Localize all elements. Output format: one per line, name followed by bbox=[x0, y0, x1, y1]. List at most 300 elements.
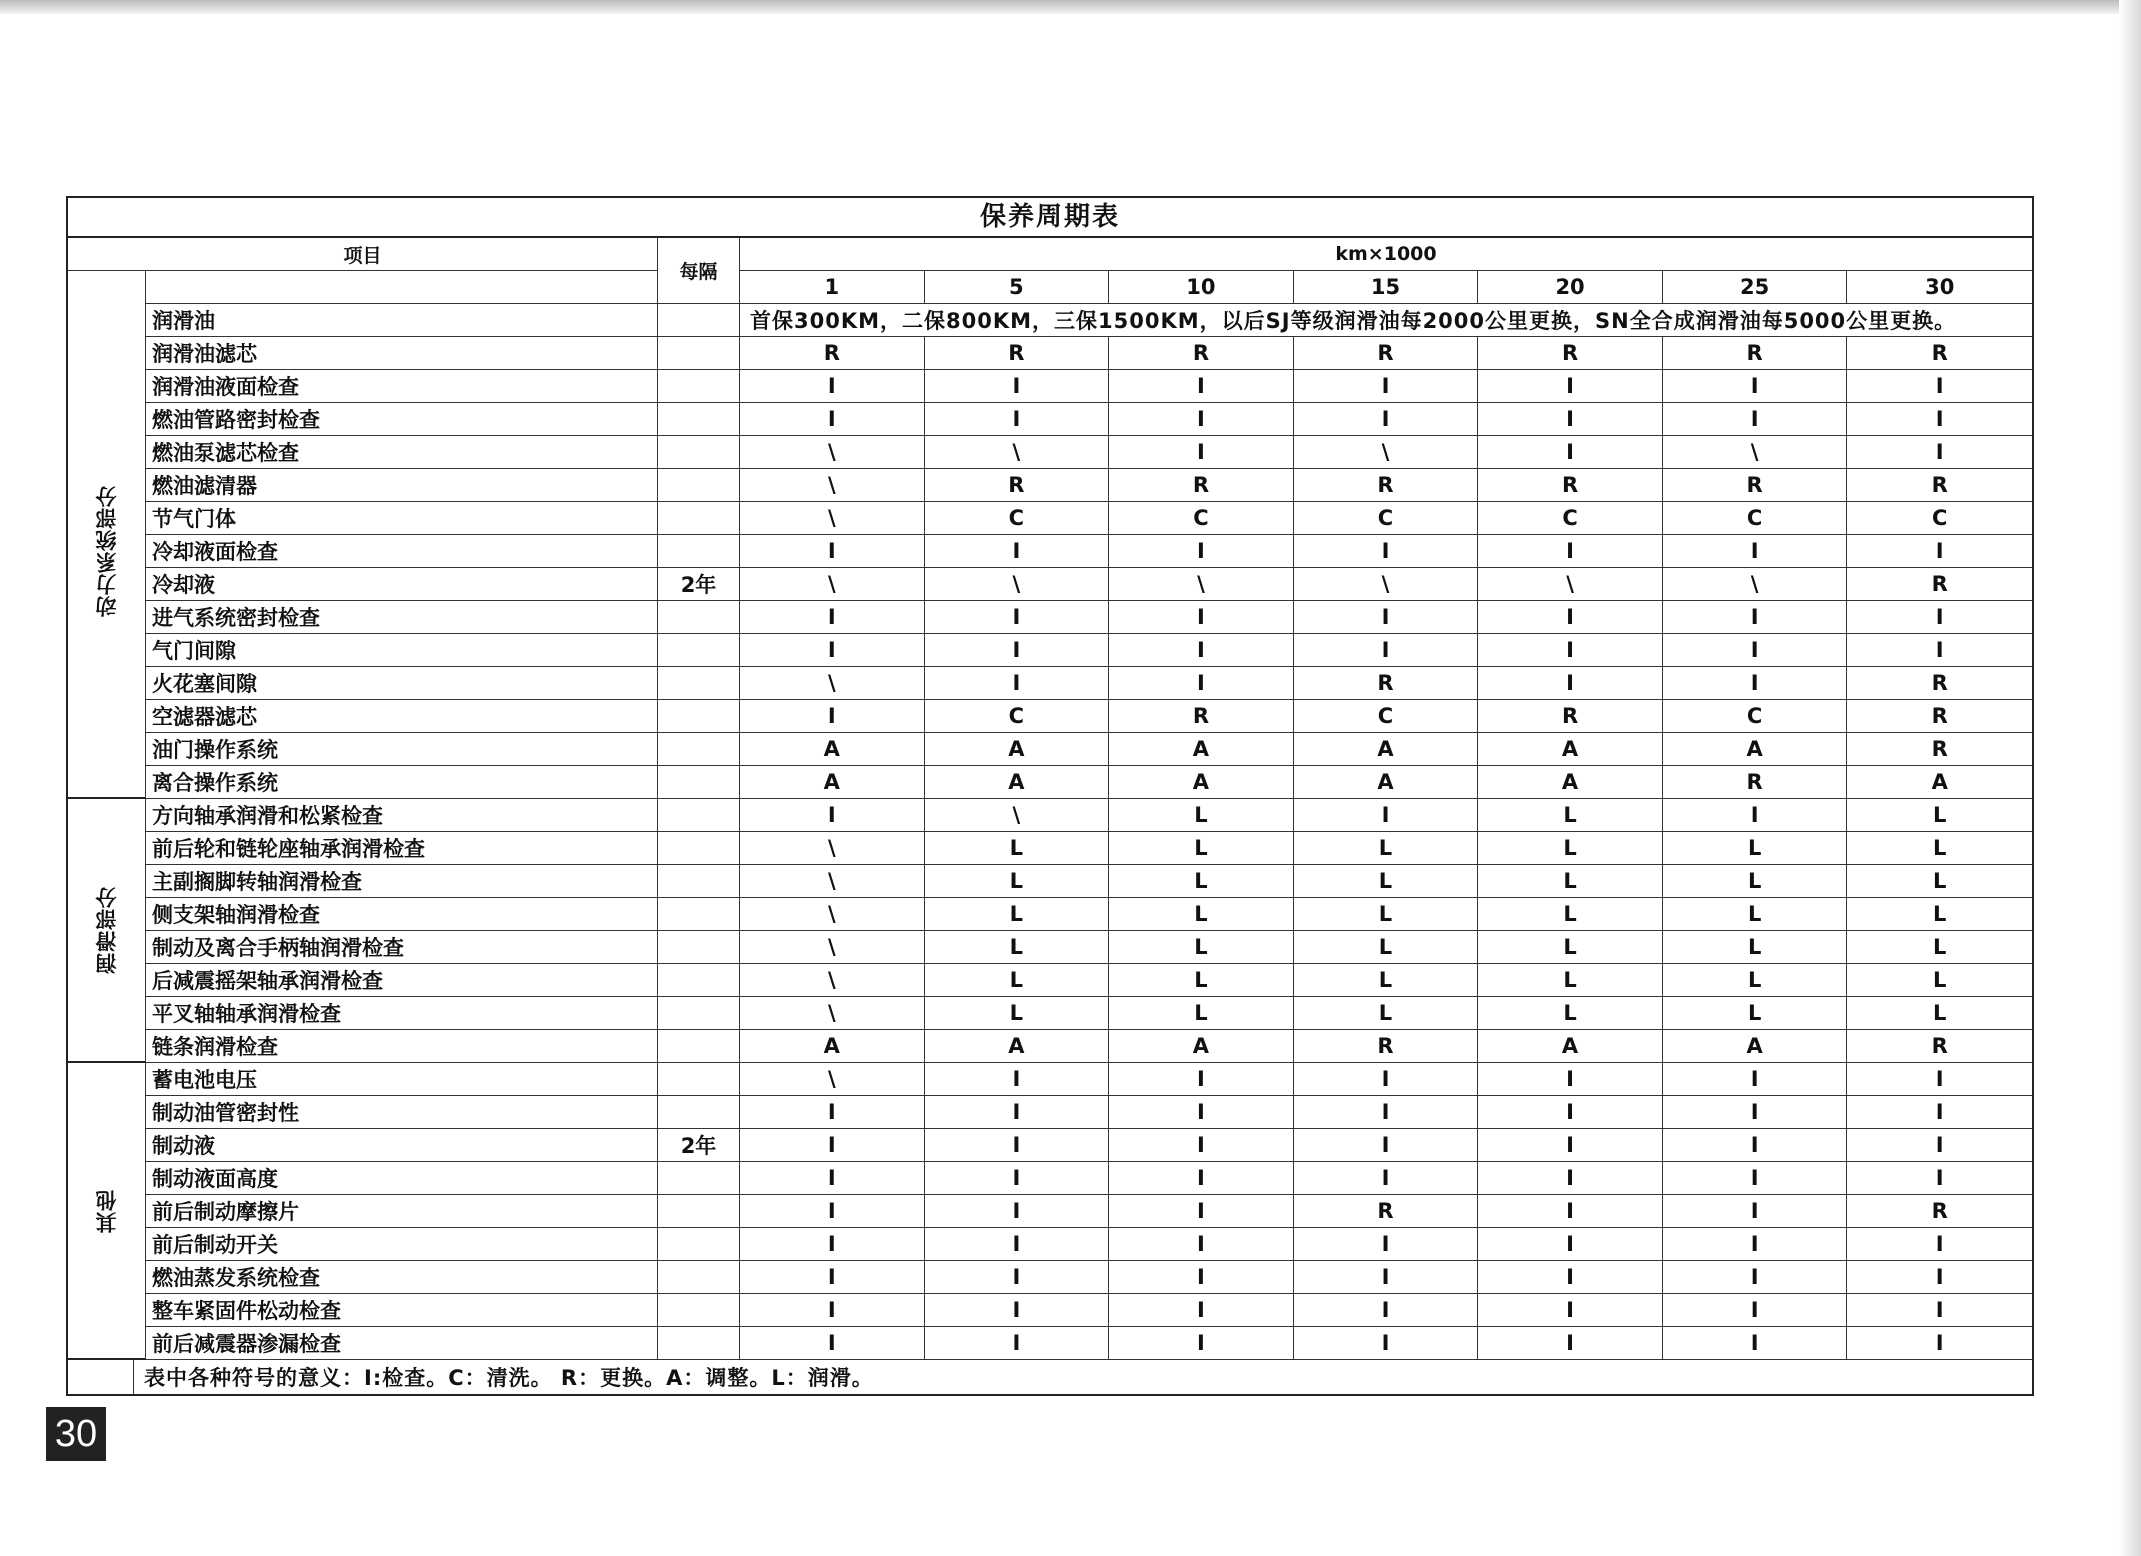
schedule-value: I bbox=[925, 1228, 1110, 1261]
schedule-value: I bbox=[740, 1228, 925, 1261]
schedule-value: R bbox=[1663, 469, 1848, 502]
schedule-value: R bbox=[1847, 1030, 2032, 1063]
interval-value bbox=[658, 1162, 740, 1195]
group-label bbox=[68, 799, 146, 1063]
schedule-value: I bbox=[1478, 1096, 1663, 1129]
schedule-value: C bbox=[1294, 700, 1479, 733]
schedule-value: I bbox=[1294, 1327, 1479, 1360]
schedule-value: I bbox=[925, 1063, 1110, 1096]
schedule-value: \ bbox=[1294, 568, 1479, 601]
item-name: 制动及离合手柄轴润滑检查 bbox=[146, 931, 658, 964]
interval-value bbox=[658, 1195, 740, 1228]
schedule-value: I bbox=[1478, 1327, 1663, 1360]
schedule-value: L bbox=[925, 865, 1110, 898]
schedule-value: L bbox=[925, 931, 1110, 964]
oil-change-note: 首保300KM，二保800KM，三保1500KM，以后SJ等级润滑油每2000公里更换，SN全合成润滑油每5000公里更换。 bbox=[740, 304, 2032, 337]
schedule-value: I bbox=[740, 1195, 925, 1228]
schedule-value: I bbox=[1294, 1228, 1479, 1261]
item-name: 前后制动摩擦片 bbox=[146, 1195, 658, 1228]
schedule-value: L bbox=[1294, 964, 1479, 997]
schedule-value: L bbox=[1109, 964, 1294, 997]
schedule-value: \ bbox=[740, 997, 925, 1030]
header-km: km×1000 bbox=[740, 238, 2032, 271]
header-item: 项目 bbox=[68, 238, 658, 271]
header-group-blank bbox=[68, 271, 146, 304]
schedule-value: I bbox=[1478, 1162, 1663, 1195]
schedule-value: I bbox=[1847, 1228, 2032, 1261]
schedule-value: R bbox=[1847, 568, 2032, 601]
schedule-value: I bbox=[1109, 1228, 1294, 1261]
schedule-value: I bbox=[1294, 1063, 1479, 1096]
item-name: 离合操作系统 bbox=[146, 766, 658, 799]
schedule-value: I bbox=[1478, 1129, 1663, 1162]
item-name: 方向轴承润滑和松紧检查 bbox=[146, 799, 658, 832]
schedule-value: \ bbox=[740, 832, 925, 865]
schedule-value: I bbox=[925, 634, 1110, 667]
schedule-value: \ bbox=[740, 964, 925, 997]
item-name: 燃油蒸发系统检查 bbox=[146, 1261, 658, 1294]
schedule-value: L bbox=[1109, 865, 1294, 898]
schedule-value: I bbox=[925, 1195, 1110, 1228]
group-name: 动力系统部分 bbox=[94, 484, 119, 617]
interval-value bbox=[658, 997, 740, 1030]
schedule-value: R bbox=[1109, 700, 1294, 733]
schedule-value: \ bbox=[925, 799, 1110, 832]
schedule-value: I bbox=[1109, 403, 1294, 436]
item-name: 冷却液 bbox=[146, 568, 658, 601]
schedule-value: I bbox=[1109, 634, 1294, 667]
schedule-value: I bbox=[1663, 799, 1848, 832]
schedule-value: A bbox=[1663, 1030, 1848, 1063]
interval-value bbox=[658, 667, 740, 700]
schedule-value: R bbox=[1478, 337, 1663, 370]
schedule-value: L bbox=[1847, 865, 2032, 898]
interval-value bbox=[658, 733, 740, 766]
schedule-value: R bbox=[1109, 337, 1294, 370]
schedule-value: L bbox=[1847, 964, 2032, 997]
interval-value bbox=[658, 1294, 740, 1327]
schedule-value: C bbox=[1109, 502, 1294, 535]
schedule-value: I bbox=[925, 667, 1110, 700]
schedule-value: I bbox=[740, 403, 925, 436]
schedule-value: I bbox=[740, 1096, 925, 1129]
item-name: 制动液面高度 bbox=[146, 1162, 658, 1195]
schedule-value: R bbox=[1478, 700, 1663, 733]
mileage-header: 25 bbox=[1663, 271, 1848, 304]
mileage-header: 10 bbox=[1109, 271, 1294, 304]
schedule-value: I bbox=[1478, 370, 1663, 403]
item-name: 后减震摇架轴承润滑检查 bbox=[146, 964, 658, 997]
schedule-value: I bbox=[1663, 1129, 1848, 1162]
schedule-value: I bbox=[1663, 1195, 1848, 1228]
item-name: 前后轮和链轮座轴承润滑检查 bbox=[146, 832, 658, 865]
group-name: 润滑部分 bbox=[94, 886, 119, 974]
schedule-value: R bbox=[1663, 766, 1848, 799]
schedule-value: L bbox=[925, 832, 1110, 865]
schedule-value: I bbox=[1294, 1129, 1479, 1162]
schedule-value: R bbox=[925, 337, 1110, 370]
schedule-value: I bbox=[925, 1261, 1110, 1294]
maintenance-table bbox=[66, 196, 2034, 1396]
schedule-value: I bbox=[925, 1129, 1110, 1162]
schedule-value: I bbox=[1663, 1096, 1848, 1129]
item-name: 前后制动开关 bbox=[146, 1228, 658, 1261]
schedule-value: L bbox=[1294, 997, 1479, 1030]
schedule-value: I bbox=[1109, 370, 1294, 403]
schedule-value: A bbox=[1478, 1030, 1663, 1063]
schedule-value: L bbox=[925, 997, 1110, 1030]
schedule-value: R bbox=[1847, 667, 2032, 700]
schedule-value: A bbox=[1478, 733, 1663, 766]
schedule-value: C bbox=[1478, 502, 1663, 535]
item-name: 空滤器滤芯 bbox=[146, 700, 658, 733]
schedule-value: I bbox=[925, 370, 1110, 403]
schedule-value: A bbox=[1663, 733, 1848, 766]
schedule-value: I bbox=[1294, 1096, 1479, 1129]
interval-value bbox=[658, 502, 740, 535]
schedule-value: I bbox=[740, 1129, 925, 1162]
interval-value bbox=[658, 799, 740, 832]
schedule-value: C bbox=[1663, 700, 1848, 733]
schedule-value: I bbox=[1663, 1228, 1848, 1261]
schedule-value: I bbox=[1109, 1129, 1294, 1162]
group-name: 其他 bbox=[94, 1188, 119, 1233]
schedule-value: I bbox=[1109, 1327, 1294, 1360]
schedule-value: I bbox=[1294, 1261, 1479, 1294]
schedule-value: I bbox=[1478, 1063, 1663, 1096]
schedule-value: R bbox=[740, 337, 925, 370]
schedule-value: I bbox=[1478, 667, 1663, 700]
mileage-header: 20 bbox=[1478, 271, 1663, 304]
table-grid bbox=[68, 238, 2032, 1360]
schedule-value: A bbox=[925, 766, 1110, 799]
schedule-value: A bbox=[1109, 766, 1294, 799]
interval-value bbox=[658, 634, 740, 667]
schedule-value: I bbox=[1109, 1063, 1294, 1096]
schedule-value: I bbox=[1847, 634, 2032, 667]
schedule-value: L bbox=[1478, 964, 1663, 997]
schedule-value: \ bbox=[1663, 436, 1848, 469]
schedule-value: L bbox=[1294, 898, 1479, 931]
schedule-value: L bbox=[925, 964, 1110, 997]
schedule-value: C bbox=[1847, 502, 2032, 535]
schedule-value: L bbox=[1663, 898, 1848, 931]
schedule-value: I bbox=[925, 1162, 1110, 1195]
schedule-value: L bbox=[925, 898, 1110, 931]
schedule-value: I bbox=[1109, 1195, 1294, 1228]
schedule-value: R bbox=[1847, 700, 2032, 733]
schedule-value: R bbox=[1478, 469, 1663, 502]
table-title: 保养周期表 bbox=[68, 198, 2032, 238]
interval-value: 2年 bbox=[658, 568, 740, 601]
schedule-value: I bbox=[1847, 535, 2032, 568]
schedule-value: L bbox=[1109, 799, 1294, 832]
schedule-value: I bbox=[740, 601, 925, 634]
schedule-value: C bbox=[925, 700, 1110, 733]
interval-value bbox=[658, 304, 740, 337]
interval-value bbox=[658, 535, 740, 568]
schedule-value: I bbox=[1847, 1162, 2032, 1195]
schedule-value: L bbox=[1663, 964, 1848, 997]
mileage-header: 15 bbox=[1294, 271, 1479, 304]
schedule-value: I bbox=[1294, 799, 1479, 832]
interval-value bbox=[658, 766, 740, 799]
item-name: 链条润滑检查 bbox=[146, 1030, 658, 1063]
schedule-value: R bbox=[1847, 733, 2032, 766]
schedule-value: A bbox=[740, 1030, 925, 1063]
schedule-value: I bbox=[1663, 1294, 1848, 1327]
schedule-value: I bbox=[1478, 1294, 1663, 1327]
schedule-value: L bbox=[1847, 898, 2032, 931]
interval-value bbox=[658, 1030, 740, 1063]
schedule-value: L bbox=[1294, 931, 1479, 964]
schedule-value: I bbox=[1478, 436, 1663, 469]
item-name: 润滑油 bbox=[146, 304, 658, 337]
schedule-value: R bbox=[1294, 469, 1479, 502]
schedule-value: I bbox=[1109, 1096, 1294, 1129]
schedule-value: I bbox=[1478, 601, 1663, 634]
schedule-value: A bbox=[1294, 766, 1479, 799]
schedule-value: I bbox=[1663, 1261, 1848, 1294]
page-number: 30 bbox=[46, 1407, 106, 1461]
schedule-value: I bbox=[740, 1162, 925, 1195]
schedule-value: I bbox=[1663, 370, 1848, 403]
schedule-value: \ bbox=[1478, 568, 1663, 601]
schedule-value: R bbox=[1294, 667, 1479, 700]
schedule-value: I bbox=[740, 700, 925, 733]
schedule-value: I bbox=[740, 370, 925, 403]
schedule-value: L bbox=[1294, 865, 1479, 898]
schedule-value: I bbox=[740, 799, 925, 832]
schedule-value: C bbox=[1663, 502, 1848, 535]
schedule-value: A bbox=[1294, 733, 1479, 766]
item-name: 整车紧固件松动检查 bbox=[146, 1294, 658, 1327]
item-name: 燃油泵滤芯检查 bbox=[146, 436, 658, 469]
schedule-value: L bbox=[1663, 931, 1848, 964]
schedule-value: L bbox=[1294, 832, 1479, 865]
schedule-value: I bbox=[1663, 535, 1848, 568]
schedule-value: \ bbox=[1294, 436, 1479, 469]
item-name: 蓄电池电压 bbox=[146, 1063, 658, 1096]
schedule-value: I bbox=[1663, 1162, 1848, 1195]
schedule-value: R bbox=[1663, 337, 1848, 370]
interval-value bbox=[658, 436, 740, 469]
schedule-value: I bbox=[1847, 1261, 2032, 1294]
schedule-value: I bbox=[1294, 535, 1479, 568]
item-name: 润滑油滤芯 bbox=[146, 337, 658, 370]
schedule-value: L bbox=[1478, 832, 1663, 865]
schedule-value: I bbox=[1663, 601, 1848, 634]
schedule-value: I bbox=[1109, 535, 1294, 568]
schedule-value: A bbox=[740, 766, 925, 799]
mileage-header: 30 bbox=[1847, 271, 2032, 304]
schedule-value: I bbox=[1109, 1294, 1294, 1327]
schedule-value: I bbox=[1294, 403, 1479, 436]
schedule-value: C bbox=[1294, 502, 1479, 535]
schedule-value: R bbox=[1847, 337, 2032, 370]
item-name: 气门间隙 bbox=[146, 634, 658, 667]
schedule-value: L bbox=[1478, 898, 1663, 931]
schedule-value: I bbox=[1663, 1063, 1848, 1096]
interval-value bbox=[658, 1327, 740, 1360]
interval-value bbox=[658, 403, 740, 436]
schedule-value: \ bbox=[740, 667, 925, 700]
schedule-value: L bbox=[1847, 832, 2032, 865]
schedule-value: L bbox=[1478, 931, 1663, 964]
item-name: 制动液 bbox=[146, 1129, 658, 1162]
item-name: 火花塞间隙 bbox=[146, 667, 658, 700]
schedule-value: \ bbox=[740, 1063, 925, 1096]
item-name: 平叉轴轴承润滑检查 bbox=[146, 997, 658, 1030]
schedule-value: R bbox=[1294, 337, 1479, 370]
schedule-value: I bbox=[1847, 601, 2032, 634]
schedule-value: L bbox=[1478, 865, 1663, 898]
item-name: 润滑油液面检查 bbox=[146, 370, 658, 403]
schedule-value: \ bbox=[740, 568, 925, 601]
schedule-value: A bbox=[925, 733, 1110, 766]
schedule-value: I bbox=[1109, 1261, 1294, 1294]
schedule-value: I bbox=[925, 403, 1110, 436]
schedule-value: I bbox=[1294, 634, 1479, 667]
schedule-value: \ bbox=[925, 436, 1110, 469]
schedule-value: R bbox=[1294, 1195, 1479, 1228]
schedule-value: I bbox=[1847, 1063, 2032, 1096]
item-name: 制动油管密封性 bbox=[146, 1096, 658, 1129]
schedule-value: I bbox=[1478, 634, 1663, 667]
schedule-value: L bbox=[1109, 997, 1294, 1030]
interval-value bbox=[658, 700, 740, 733]
schedule-value: I bbox=[1847, 403, 2032, 436]
group-label bbox=[68, 304, 146, 799]
schedule-value: L bbox=[1663, 865, 1848, 898]
schedule-value: \ bbox=[1663, 568, 1848, 601]
mileage-header: 5 bbox=[925, 271, 1110, 304]
schedule-value: I bbox=[1663, 403, 1848, 436]
interval-value bbox=[658, 337, 740, 370]
schedule-value: I bbox=[740, 1327, 925, 1360]
legend-row bbox=[68, 1360, 2032, 1394]
interval-value bbox=[658, 1261, 740, 1294]
schedule-value: C bbox=[925, 502, 1110, 535]
schedule-value: I bbox=[1847, 1129, 2032, 1162]
schedule-value: L bbox=[1663, 832, 1848, 865]
schedule-value: L bbox=[1109, 898, 1294, 931]
schedule-value: I bbox=[925, 1294, 1110, 1327]
schedule-value: L bbox=[1478, 799, 1663, 832]
schedule-value: R bbox=[1294, 1030, 1479, 1063]
schedule-value: I bbox=[1294, 1294, 1479, 1327]
schedule-value: \ bbox=[740, 502, 925, 535]
schedule-value: \ bbox=[925, 568, 1110, 601]
schedule-value: I bbox=[1294, 601, 1479, 634]
legend-spacer bbox=[68, 1360, 134, 1394]
schedule-value: A bbox=[1109, 1030, 1294, 1063]
schedule-value: I bbox=[1663, 634, 1848, 667]
scan-edge-right bbox=[2119, 0, 2141, 1556]
schedule-value: R bbox=[1109, 469, 1294, 502]
schedule-value: I bbox=[1847, 370, 2032, 403]
schedule-value: I bbox=[1847, 1327, 2032, 1360]
mileage-header: 1 bbox=[740, 271, 925, 304]
schedule-value: I bbox=[925, 601, 1110, 634]
header-item-blank bbox=[146, 271, 658, 304]
schedule-value: R bbox=[1847, 1195, 2032, 1228]
schedule-value: I bbox=[1109, 601, 1294, 634]
schedule-value: I bbox=[1294, 1162, 1479, 1195]
schedule-value: I bbox=[925, 1096, 1110, 1129]
interval-value bbox=[658, 931, 740, 964]
schedule-value: I bbox=[1663, 667, 1848, 700]
schedule-value: I bbox=[925, 535, 1110, 568]
schedule-value: L bbox=[1663, 997, 1848, 1030]
schedule-value: I bbox=[1294, 370, 1479, 403]
schedule-value: \ bbox=[740, 931, 925, 964]
schedule-value: I bbox=[1478, 535, 1663, 568]
item-name: 冷却液面检查 bbox=[146, 535, 658, 568]
schedule-value: I bbox=[925, 1327, 1110, 1360]
scan-edge-top bbox=[0, 0, 2141, 14]
schedule-value: A bbox=[1478, 766, 1663, 799]
schedule-value: A bbox=[1109, 733, 1294, 766]
interval-value bbox=[658, 1096, 740, 1129]
schedule-value: \ bbox=[740, 436, 925, 469]
schedule-value: I bbox=[740, 634, 925, 667]
schedule-value: I bbox=[740, 1261, 925, 1294]
schedule-value: I bbox=[1478, 1228, 1663, 1261]
interval-value bbox=[658, 832, 740, 865]
schedule-value: I bbox=[1478, 1261, 1663, 1294]
schedule-value: \ bbox=[740, 469, 925, 502]
interval-value bbox=[658, 370, 740, 403]
schedule-value: I bbox=[1847, 1294, 2032, 1327]
item-name: 主副搁脚转轴润滑检查 bbox=[146, 865, 658, 898]
schedule-value: L bbox=[1847, 799, 2032, 832]
interval-value bbox=[658, 1063, 740, 1096]
item-name: 节气门体 bbox=[146, 502, 658, 535]
schedule-value: I bbox=[740, 1294, 925, 1327]
schedule-value: L bbox=[1478, 997, 1663, 1030]
schedule-value: \ bbox=[740, 865, 925, 898]
schedule-value: A bbox=[1847, 766, 2032, 799]
schedule-value: \ bbox=[1109, 568, 1294, 601]
schedule-value: I bbox=[740, 535, 925, 568]
schedule-value: I bbox=[1109, 436, 1294, 469]
schedule-value: \ bbox=[740, 898, 925, 931]
item-name: 燃油滤清器 bbox=[146, 469, 658, 502]
interval-value: 2年 bbox=[658, 1129, 740, 1162]
schedule-value: I bbox=[1847, 1096, 2032, 1129]
schedule-value: I bbox=[1109, 1162, 1294, 1195]
header-interval: 每隔 bbox=[658, 238, 740, 304]
item-name: 进气系统密封检查 bbox=[146, 601, 658, 634]
schedule-value: I bbox=[1109, 667, 1294, 700]
item-name: 燃油管路密封检查 bbox=[146, 403, 658, 436]
schedule-value: A bbox=[925, 1030, 1110, 1063]
item-name: 侧支架轴润滑检查 bbox=[146, 898, 658, 931]
schedule-value: R bbox=[925, 469, 1110, 502]
interval-value bbox=[658, 964, 740, 997]
interval-value bbox=[658, 469, 740, 502]
schedule-value: L bbox=[1109, 931, 1294, 964]
legend-text: 表中各种符号的意义：I:检查。C：清洗。 R：更换。A：调整。L：润滑。 bbox=[144, 1366, 874, 1390]
item-name: 油门操作系统 bbox=[146, 733, 658, 766]
schedule-value: I bbox=[1478, 1195, 1663, 1228]
schedule-value: I bbox=[1847, 436, 2032, 469]
schedule-value: L bbox=[1847, 931, 2032, 964]
schedule-value: L bbox=[1847, 997, 2032, 1030]
schedule-value: I bbox=[1663, 1327, 1848, 1360]
schedule-value: R bbox=[1847, 469, 2032, 502]
